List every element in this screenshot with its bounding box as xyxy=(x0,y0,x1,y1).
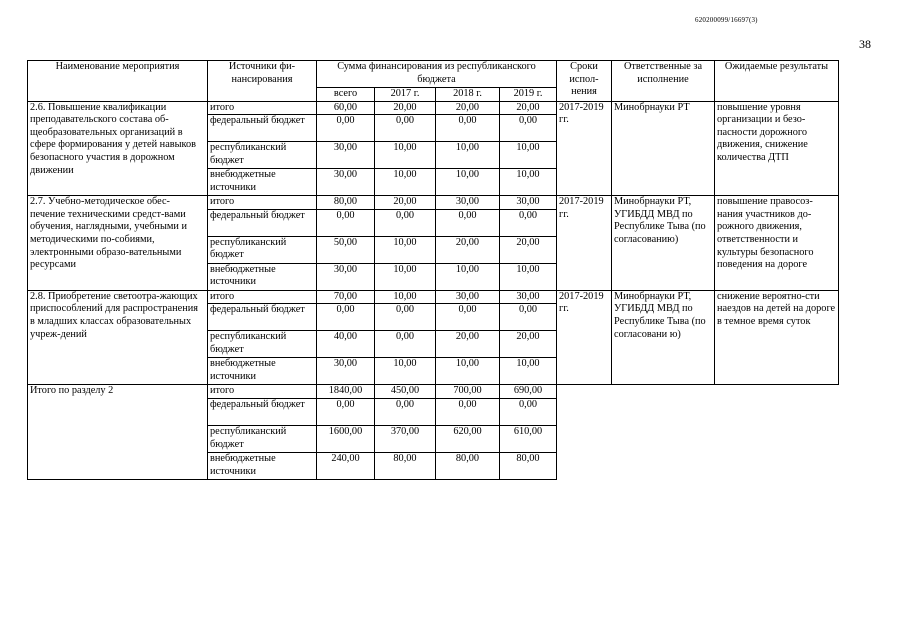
amount-2017: 20,00 xyxy=(375,196,436,210)
empty-cell xyxy=(557,385,839,480)
amount-2017: 450,00 xyxy=(375,385,436,399)
funding-source: республиканский бюджет xyxy=(208,425,317,452)
amount-total: 80,00 xyxy=(317,196,375,210)
amount-2018: 20,00 xyxy=(436,236,500,263)
amount-2019: 0,00 xyxy=(500,209,557,236)
amount-2019: 0,00 xyxy=(500,115,557,142)
event-name: 2.6. Повышение квалификации преподавательского состава об-щеобразовательных организаций в сфере формирования у детей навыков безопасного участия в дорожном движении xyxy=(28,101,208,196)
expected-result: снижение вероятно-сти наездов на детей на дороге в темное время суток xyxy=(715,290,839,385)
amount-2019: 30,00 xyxy=(500,290,557,304)
amount-2019: 0,00 xyxy=(500,398,557,425)
amount-2019: 10,00 xyxy=(500,142,557,169)
amount-total: 0,00 xyxy=(317,115,375,142)
execution-term: 2017-2019 гг. xyxy=(557,101,612,196)
funding-source: республиканский бюджет xyxy=(208,142,317,169)
amount-2018: 0,00 xyxy=(436,115,500,142)
amount-total: 1840,00 xyxy=(317,385,375,399)
expected-result: повышение уровня организации и безо-пасности дорожного движения, снижение количества ДТП xyxy=(715,101,839,196)
header-results: Ожидаемые результаты xyxy=(715,61,839,102)
amount-2019: 690,00 xyxy=(500,385,557,399)
amount-total: 0,00 xyxy=(317,209,375,236)
amount-2018: 10,00 xyxy=(436,169,500,196)
header-funding: Сумма финансирования из республиканского бюджета xyxy=(317,61,557,88)
amount-2017: 10,00 xyxy=(375,358,436,385)
amount-2017: 10,00 xyxy=(375,290,436,304)
table-row xyxy=(28,290,839,304)
event-name: 2.7. Учебно-методическое обес-печение техническими средст-вами обучения, наглядными, учебными и методическими по-собиями, электронными образо-вательными ресурсами xyxy=(28,196,208,291)
amount-2019: 0,00 xyxy=(500,304,557,331)
table-row xyxy=(28,101,839,115)
amount-total: 30,00 xyxy=(317,169,375,196)
amount-2019: 10,00 xyxy=(500,263,557,290)
header-terms: Сроки испол-нения xyxy=(557,61,612,102)
responsible: Минобрнауки РТ, УГИБДД МВД по Республике Тыва (по согласовани ю) xyxy=(612,290,715,385)
amount-2019: 10,00 xyxy=(500,169,557,196)
amount-2017: 10,00 xyxy=(375,263,436,290)
amount-total: 0,00 xyxy=(317,304,375,331)
funding-source: внебюджетные источники xyxy=(208,169,317,196)
execution-term: 2017-2019 гг. xyxy=(557,196,612,291)
table-body xyxy=(28,101,839,479)
amount-2019: 80,00 xyxy=(500,452,557,479)
amount-2018: 30,00 xyxy=(436,290,500,304)
table-row xyxy=(28,196,839,210)
amount-2018: 0,00 xyxy=(436,209,500,236)
amount-2018: 700,00 xyxy=(436,385,500,399)
event-name: 2.8. Приобретение светоотра-жающих приспособлений для распространения в младших классах образовательных учреж-дений xyxy=(28,290,208,385)
funding-source: итого xyxy=(208,385,317,399)
event-name: Итого по разделу 2 xyxy=(28,385,208,480)
amount-2017: 0,00 xyxy=(375,331,436,358)
amount-2018: 10,00 xyxy=(436,358,500,385)
amount-2018: 620,00 xyxy=(436,425,500,452)
funding-table xyxy=(27,60,839,480)
amount-2017: 370,00 xyxy=(375,425,436,452)
header-source: Источники фи-нансирования xyxy=(208,61,317,102)
expected-result: повышение правосоз-нания участников до-рожного движения, ответственности и культуры безопасного поведения на дороге xyxy=(715,196,839,291)
amount-2018: 0,00 xyxy=(436,398,500,425)
funding-source: федеральный бюджет xyxy=(208,304,317,331)
header-responsible: Ответственные за исполнение xyxy=(612,61,715,102)
header-event: Наименование мероприятия xyxy=(28,61,208,102)
amount-total: 60,00 xyxy=(317,101,375,115)
amount-total: 40,00 xyxy=(317,331,375,358)
funding-source: внебюджетные источники xyxy=(208,452,317,479)
page-number: 38 xyxy=(859,37,871,51)
execution-term: 2017-2019 гг. xyxy=(557,290,612,385)
amount-total: 0,00 xyxy=(317,398,375,425)
amount-2017: 10,00 xyxy=(375,169,436,196)
amount-2017: 10,00 xyxy=(375,236,436,263)
table-row xyxy=(28,385,839,399)
funding-source: федеральный бюджет xyxy=(208,209,317,236)
responsible: Минобрнауки РТ, УГИБДД МВД по Республике Тыва (по согласованию) xyxy=(612,196,715,291)
amount-2018: 10,00 xyxy=(436,263,500,290)
funding-source: внебюджетные источники xyxy=(208,358,317,385)
amount-2017: 10,00 xyxy=(375,142,436,169)
funding-source: итого xyxy=(208,196,317,210)
document-id: 620200099/16697(3) xyxy=(695,16,758,24)
amount-2019: 610,00 xyxy=(500,425,557,452)
header-2018: 2018 г. xyxy=(436,88,500,102)
amount-2019: 30,00 xyxy=(500,196,557,210)
amount-2017: 0,00 xyxy=(375,398,436,425)
header-2017: 2017 г. xyxy=(375,88,436,102)
amount-2019: 20,00 xyxy=(500,101,557,115)
amount-2019: 10,00 xyxy=(500,358,557,385)
amount-2017: 20,00 xyxy=(375,101,436,115)
funding-source: республиканский бюджет xyxy=(208,236,317,263)
header-total: всего xyxy=(317,88,375,102)
amount-total: 1600,00 xyxy=(317,425,375,452)
amount-2017: 0,00 xyxy=(375,115,436,142)
amount-2018: 30,00 xyxy=(436,196,500,210)
amount-2018: 20,00 xyxy=(436,101,500,115)
funding-source: федеральный бюджет xyxy=(208,398,317,425)
amount-2018: 10,00 xyxy=(436,142,500,169)
amount-total: 50,00 xyxy=(317,236,375,263)
funding-source: итого xyxy=(208,290,317,304)
amount-2019: 20,00 xyxy=(500,236,557,263)
amount-2017: 80,00 xyxy=(375,452,436,479)
amount-2018: 0,00 xyxy=(436,304,500,331)
amount-2017: 0,00 xyxy=(375,209,436,236)
amount-total: 30,00 xyxy=(317,358,375,385)
amount-2017: 0,00 xyxy=(375,304,436,331)
header-2019: 2019 г. xyxy=(500,88,557,102)
amount-2018: 20,00 xyxy=(436,331,500,358)
responsible: Минобрнауки РТ xyxy=(612,101,715,196)
funding-source: федеральный бюджет xyxy=(208,115,317,142)
amount-2018: 80,00 xyxy=(436,452,500,479)
amount-2019: 20,00 xyxy=(500,331,557,358)
amount-total: 70,00 xyxy=(317,290,375,304)
amount-total: 30,00 xyxy=(317,263,375,290)
amount-total: 30,00 xyxy=(317,142,375,169)
funding-source: республиканский бюджет xyxy=(208,331,317,358)
funding-source: внебюджетные источники xyxy=(208,263,317,290)
amount-total: 240,00 xyxy=(317,452,375,479)
funding-source: итого xyxy=(208,101,317,115)
